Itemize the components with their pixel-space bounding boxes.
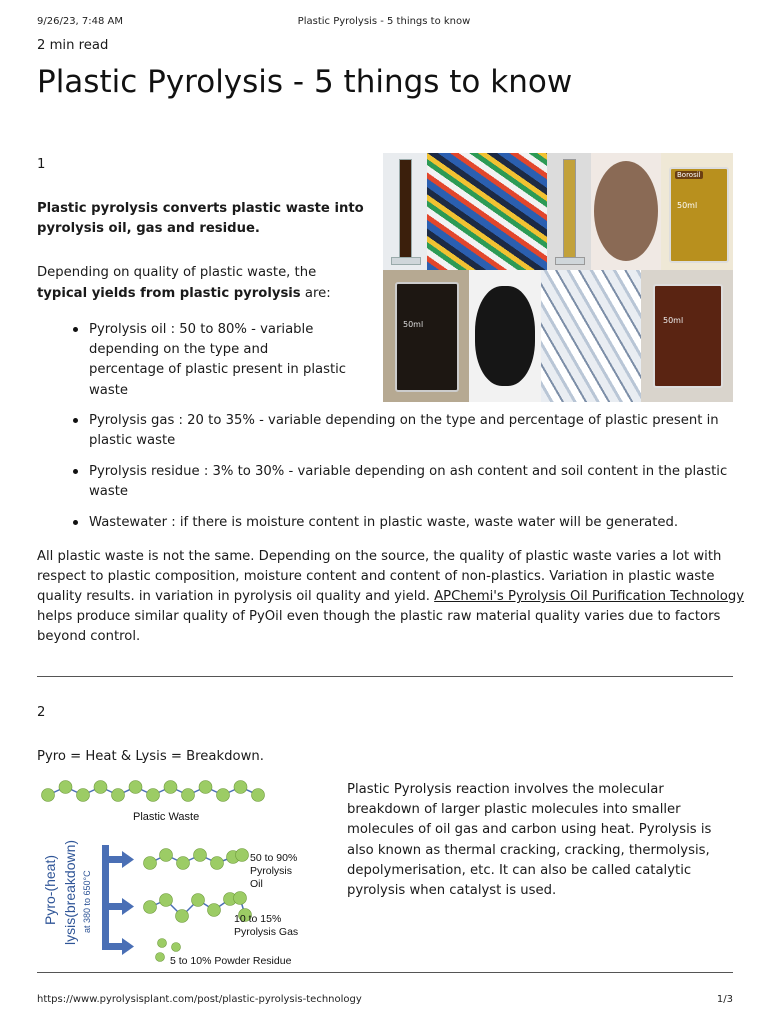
intro-text: Depending on quality of plastic waste, the (37, 265, 317, 280)
molecule-bead (211, 857, 224, 870)
bullet-line: depending on the type and (89, 342, 269, 358)
cylinder-glass (563, 159, 576, 261)
molecule-bead (42, 789, 55, 802)
print-doc-title: Plastic Pyrolysis - 5 things to know (297, 16, 471, 27)
pyrolysis-products-photo (383, 153, 733, 402)
beaker-volume: 50ml (663, 316, 684, 325)
bullet-line: Wastewater : if there is moisture content in plastic waste, waste water will be generated. (89, 515, 679, 530)
body-text: pyrolysis when catalyst is used. (347, 883, 557, 899)
bullet-line: waste (89, 484, 129, 500)
plastic-waste-label: Plastic Waste (133, 811, 200, 823)
oil-yield-label: Pyrolysis (250, 865, 293, 877)
carbon-residue-photo (469, 270, 541, 402)
molecule-bead (129, 781, 142, 794)
intro-text (37, 284, 331, 304)
lead-text: pyrolysis oil, gas and residue. (37, 221, 260, 236)
molecule-bead (59, 781, 72, 794)
print-page-number: 1/3 (716, 994, 733, 1005)
body-text: breakdown of larger plastic molecules into smaller (347, 802, 681, 818)
plastic-waste-chain (42, 781, 265, 802)
bullet-oil (89, 320, 346, 401)
plastic-film-photo (541, 270, 641, 402)
light-oil-cylinder-photo (547, 153, 591, 270)
molecule-bead (234, 892, 247, 905)
body-text: respect to plastic composition, moisture content and content of non-plastics. Variation in plastic waste (37, 569, 715, 584)
molecule-bead (94, 781, 107, 794)
read-time: 2 min read (37, 38, 109, 53)
bullet-wastewater (89, 513, 678, 533)
bullet-line: Pyrolysis residue : 3% to 30% - variable depending on ash content and soil content in the plastic (89, 464, 728, 479)
beaker-volume: 50ml (677, 201, 698, 210)
axis-label-lysis: lysis(breakdown) (62, 839, 78, 945)
purification-link[interactable]: APChemi's Pyrolysis Oil Purification Technology (434, 589, 745, 604)
page-title: Plastic Pyrolysis - 5 things to know (37, 64, 573, 100)
body-text: molecules of oil gas and carbon using heat. Pyrolysis is (347, 822, 712, 838)
body-text: All plastic waste is not the same. Depending on the source, the quality of plastic waste varies a lot with (37, 549, 722, 564)
oil-yield-label: 50 to 90% (250, 852, 298, 864)
molecule-bead (144, 901, 157, 914)
molecule-bead (252, 789, 265, 802)
intro-tail: are: (300, 286, 331, 301)
molecule-bead (160, 849, 173, 862)
molecule-bead (208, 904, 221, 917)
body-text: also known as thermal cracking, cracking, thermolysis, (347, 842, 710, 858)
definition-text: Pyro = Heat & Lysis = Breakdown. (37, 749, 264, 764)
powder-pile (594, 161, 658, 261)
bullet-dot (73, 520, 78, 525)
molecule-bead (194, 849, 207, 862)
cylinder-base (555, 257, 585, 265)
axis-label-pyro: Pyro-(heat) (42, 854, 58, 925)
molecule-bead (172, 943, 181, 952)
dark-oil-beaker-photo (383, 270, 469, 402)
powder-photo (591, 153, 661, 270)
bullet-dot (73, 327, 78, 332)
body-text: depolymerisation, etc. It can also be called catalytic (347, 862, 692, 878)
beaker-oil-photo (661, 153, 733, 270)
oil-yield-label: Oil (250, 878, 263, 890)
bullet-line: waste (89, 382, 129, 398)
plastic-flakes-photo (427, 153, 547, 270)
bullet-gas (89, 411, 719, 451)
intro-bold: typical yields from plastic pyrolysis (37, 286, 301, 301)
oil-molecule-chain (144, 849, 249, 870)
section2-paragraph (347, 780, 711, 901)
beaker (653, 284, 723, 388)
body-text (37, 587, 744, 607)
molecule-bead (158, 939, 167, 948)
divider (37, 676, 733, 677)
oil-cylinder-photo (383, 153, 427, 270)
molecule-bead (192, 894, 205, 907)
beaker-volume: 50ml (403, 320, 424, 329)
bullet-residue (89, 462, 727, 502)
residue-yield-label: 5 to 10% Powder Residue (170, 955, 292, 967)
bullet-dot (73, 469, 78, 474)
beaker (395, 282, 459, 392)
molecule-bead (176, 910, 189, 923)
carbon-pile (475, 286, 535, 386)
axis-label-temp: at 380 to 650°C (82, 870, 92, 933)
gas-yield-label: Pyrolysis Gas (234, 926, 299, 938)
body-text: helps produce similar quality of PyOil even though the plastic raw material quality varies due to factors (37, 609, 721, 624)
brown-oil-beaker-photo (641, 270, 733, 402)
molecule-bead (147, 789, 160, 802)
molecule-bead (217, 789, 230, 802)
molecule-bead (144, 857, 157, 870)
molecule-bead (77, 789, 90, 802)
bullet-line: Pyrolysis oil : 50 to 80% - variable (89, 322, 314, 337)
print-url: https://www.pyrolysisplant.com/post/plastic-pyrolysis-technology (37, 994, 362, 1005)
molecule-bead (199, 781, 212, 794)
body-text: Plastic Pyrolysis reaction involves the molecular (347, 782, 664, 797)
molecule-bead (182, 789, 195, 802)
section-number: 1 (37, 157, 46, 172)
cylinder-glass (399, 159, 412, 261)
gas-yield-label: 10 to 15% (234, 913, 282, 925)
bullet-line: Pyrolysis gas : 20 to 35% - variable depending on the type and percentage of plastic present in (89, 413, 719, 428)
section-number: 2 (37, 705, 46, 720)
pyrolysis-diagram (30, 775, 330, 975)
molecule-bead (160, 894, 173, 907)
molecule-bead (177, 857, 190, 870)
molecule-bead (112, 789, 125, 802)
molecule-bead (164, 781, 177, 794)
molecule-bead (156, 953, 165, 962)
body-text: beyond control. (37, 629, 141, 644)
bullet-line: plastic waste (89, 433, 176, 449)
molecule-bead (236, 849, 249, 862)
beaker (669, 167, 729, 263)
divider (37, 972, 733, 973)
print-datetime: 9/26/23, 7:48 AM (37, 16, 124, 27)
cylinder-base (391, 257, 421, 265)
beaker-label: Borosil (677, 171, 701, 179)
bullet-line: percentage of plastic present in plastic (89, 362, 347, 378)
molecule-bead (234, 781, 247, 794)
lead-text: Plastic pyrolysis converts plastic waste into (37, 201, 364, 216)
body-text-span: quality results. in variation in pyrolysis oil quality and yield. (37, 589, 435, 604)
bullet-dot (73, 418, 78, 423)
